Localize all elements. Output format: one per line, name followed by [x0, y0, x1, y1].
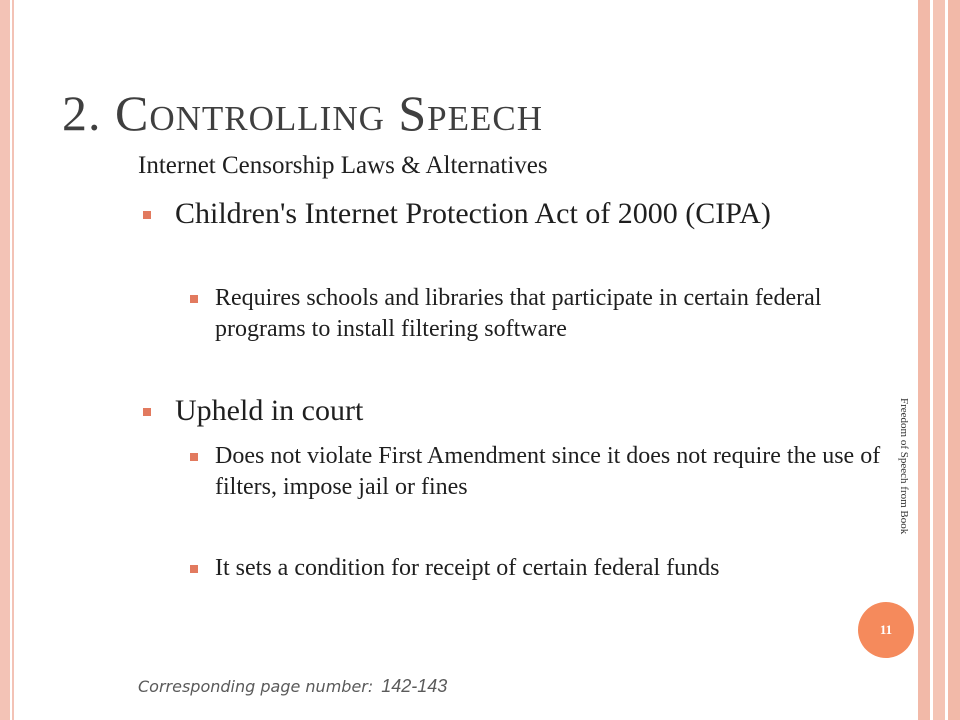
bullet-federal-funds: It sets a condition for receipt of certain federal funds	[215, 555, 720, 581]
bullet-marker-icon	[190, 295, 198, 303]
slide-title: 2. Controlling Speech	[62, 85, 544, 141]
bullet-first-amendment: Does not violate First Amendment since it does not require the use of filters, impose jail or fines	[215, 443, 881, 500]
footer-label: Corresponding page number:	[138, 677, 374, 696]
bullet-marker-icon	[143, 408, 151, 416]
side-note: Freedom of Speech from Book	[898, 398, 910, 535]
right-border-stripes	[916, 0, 960, 720]
bullet-cipa: Children's Internet Protection Act of 2000 (CIPA)	[175, 197, 771, 230]
footer	[138, 676, 447, 697]
bullet-cipa-requirement: Requires schools and libraries that participate in certain federal programs to install filtering software	[215, 285, 822, 342]
slide-subtitle: Internet Censorship Laws & Alternatives	[138, 152, 548, 179]
footer-pages: 142-143	[381, 676, 448, 696]
left-border	[0, 0, 14, 720]
page-number: 11	[879, 622, 893, 637]
bullet-marker-icon	[190, 453, 198, 461]
bullet-upheld-in-court: Upheld in court	[175, 394, 364, 427]
bullet-marker-icon	[190, 565, 198, 573]
bullet-marker-icon	[143, 211, 151, 219]
page-number-badge	[858, 602, 914, 658]
